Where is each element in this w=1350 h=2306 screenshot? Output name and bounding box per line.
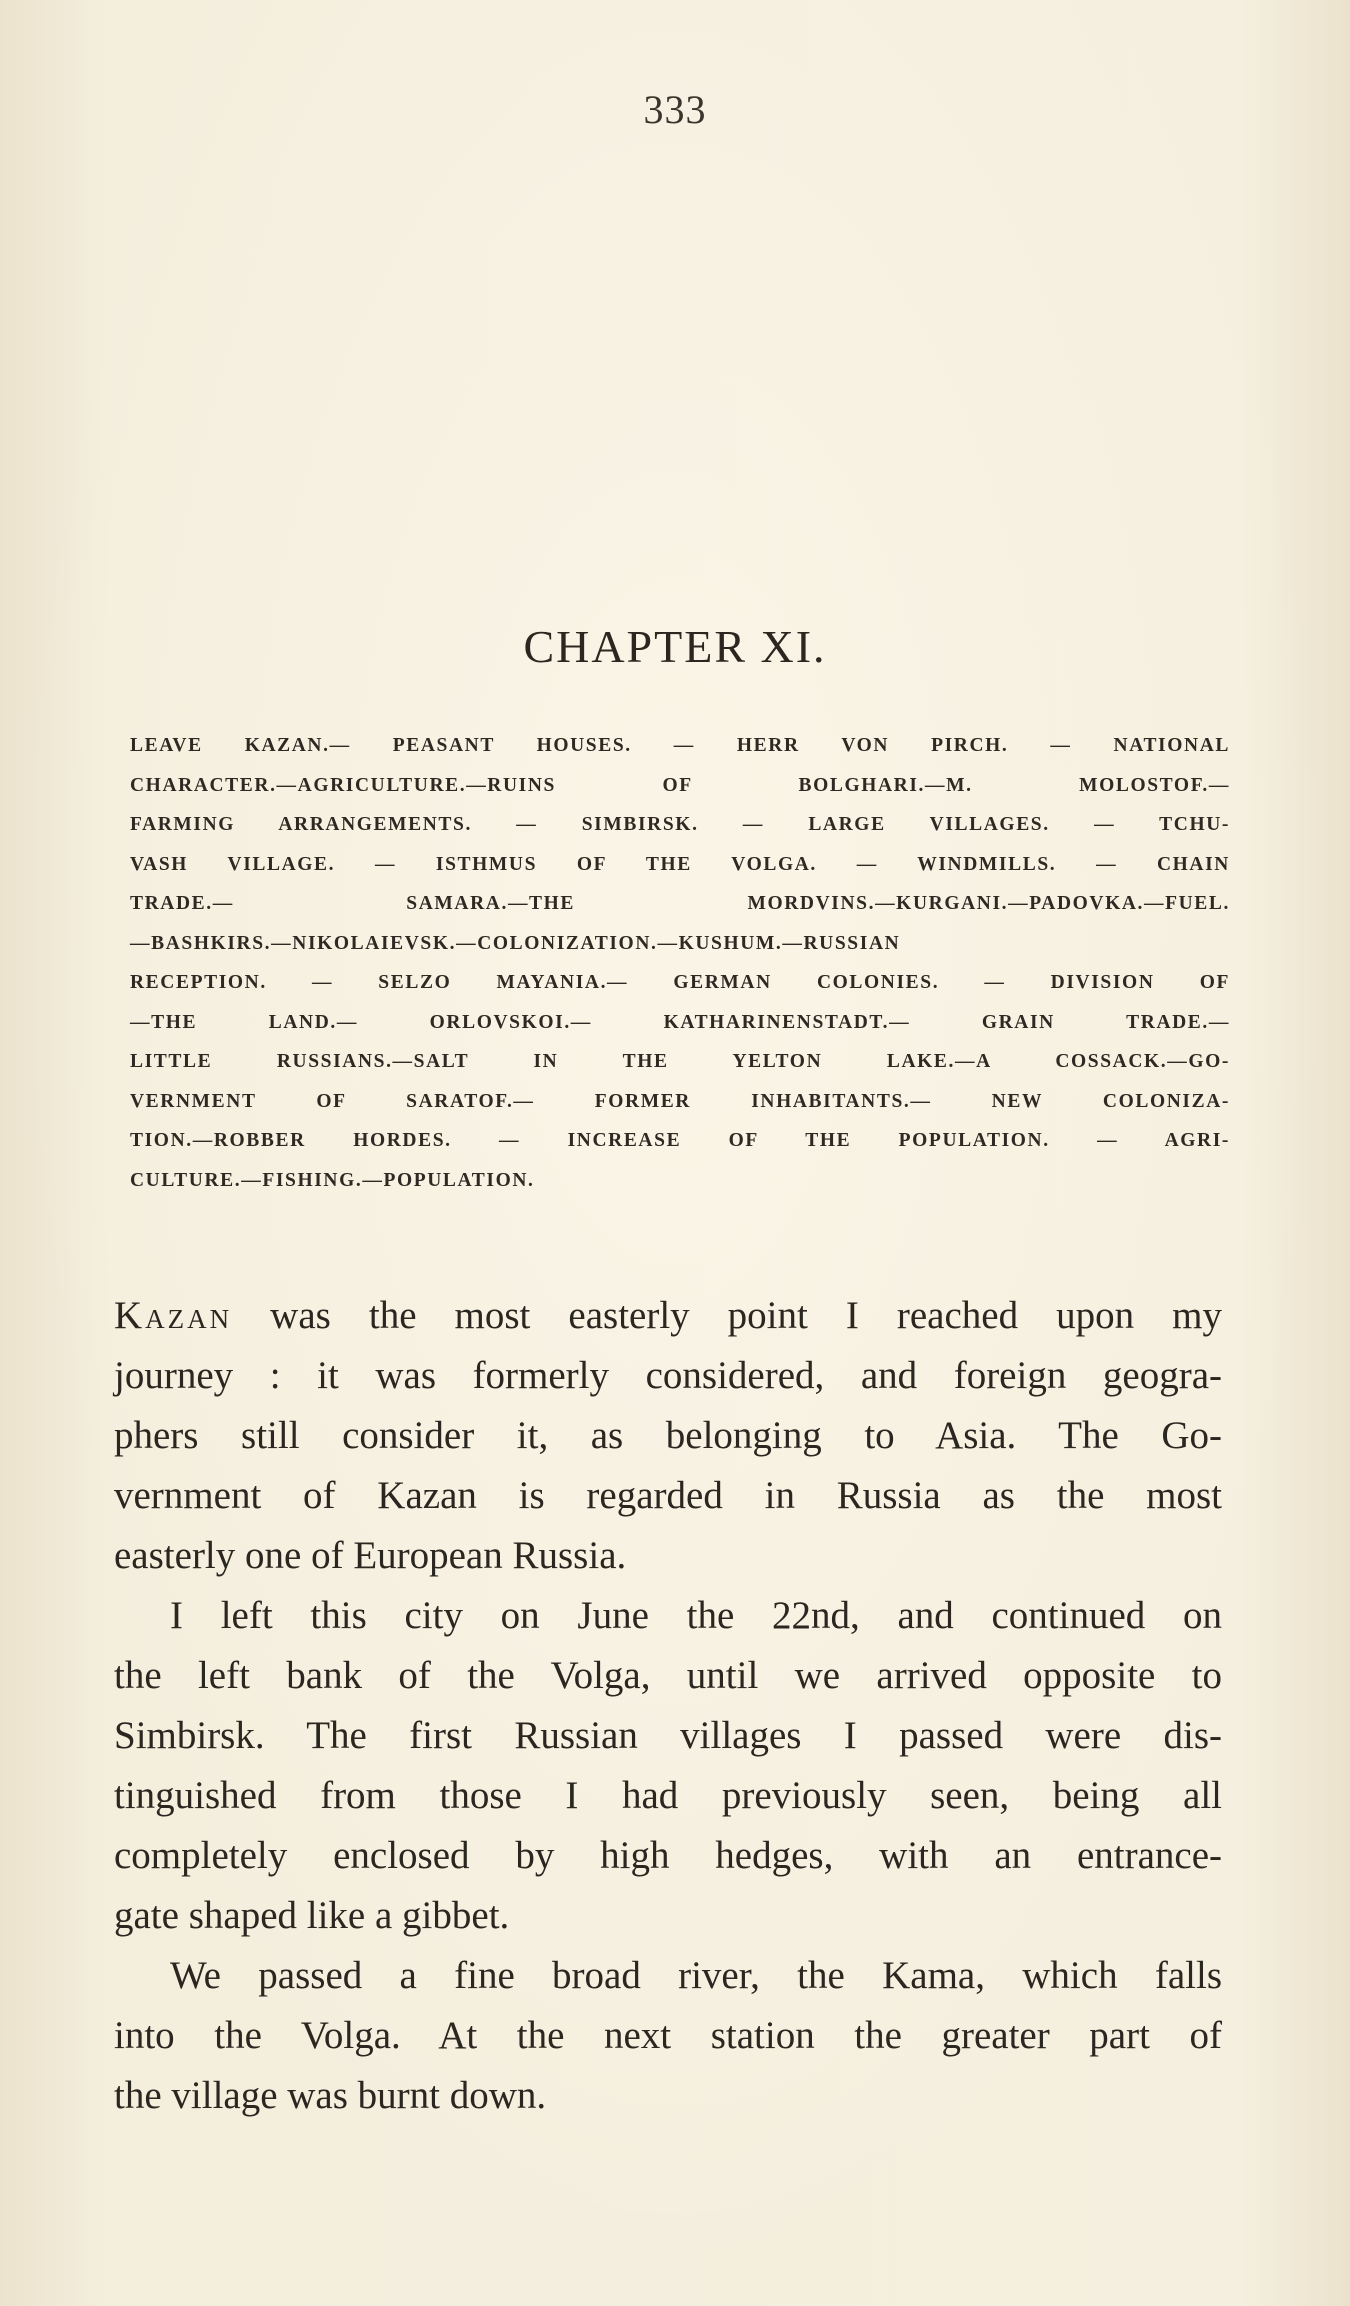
paragraph-1-line: easterly one of European Russia. xyxy=(114,1534,627,1577)
paragraph-3-line: We passed a fine broad river, the Kama, which falls xyxy=(170,1954,1222,1997)
synopsis-line: TION.—ROBBER HORDES. — INCREASE OF THE POPULATION. — AGRI- xyxy=(130,1130,1230,1151)
paragraph-1-line: vernment of Kazan is regarded in Russia as the most xyxy=(114,1474,1222,1517)
paragraph-1-line: phers still consider it, as belonging to Asia. The Go- xyxy=(114,1414,1222,1457)
paragraph-2-line: gate shaped like a gibbet. xyxy=(114,1894,510,1937)
chapter-synopsis xyxy=(130,726,1230,1200)
synopsis-line: CHARACTER.—AGRICULTURE.—RUINS OF BOLGHARI.—M. MOLOSTOF.— xyxy=(130,774,1230,796)
synopsis-line: TRADE.— SAMARA.—THE MORDVINS.—KURGANI.—PADOVKA.—FUEL. xyxy=(130,893,1230,914)
synopsis-line: —THE LAND.— ORLOVSKOI.— KATHARINENSTADT.— GRAIN TRADE.— xyxy=(130,1011,1230,1033)
paragraph-1-line xyxy=(114,1286,1222,1346)
synopsis-line: FARMING ARRANGEMENTS. — SIMBIRSK. — LARGE VILLAGES. — TCHU- xyxy=(130,814,1230,835)
paragraph-2-line: the left bank of the Volga, until we arrived opposite to xyxy=(114,1654,1222,1697)
page-number: 333 xyxy=(643,87,707,132)
synopsis-line: LEAVE KAZAN.— PEASANT HOUSES. — HERR VON PIRCH. — NATIONAL xyxy=(130,735,1230,756)
body-text xyxy=(114,1286,1222,2126)
paragraph-2-line: completely enclosed by high hedges, with an entrance- xyxy=(114,1834,1222,1877)
synopsis-line: VASH VILLAGE. — ISTHMUS OF THE VOLGA. — WINDMILLS. — CHAIN xyxy=(130,853,1230,875)
paragraph-2-line: tinguished from those I had previously seen, being all xyxy=(114,1774,1222,1817)
paragraph-3-line: into the Volga. At the next station the greater part of xyxy=(114,2014,1222,2057)
paragraph-2-line: I left this city on June the 22nd, and continued on xyxy=(170,1594,1222,1637)
synopsis-line: CULTURE.—FISHING.—POPULATION. xyxy=(130,1169,535,1191)
opening-word: Kazan xyxy=(114,1294,233,1337)
synopsis-line: RECEPTION. — SELZO MAYANIA.— GERMAN COLONIES. — DIVISION OF xyxy=(130,972,1230,993)
paragraph-1-line: journey : it was formerly considered, and foreign geogra- xyxy=(114,1354,1222,1397)
paragraph-2-line: Simbirsk. The first Russian villages I passed were dis- xyxy=(114,1714,1222,1757)
bleed-through-texture xyxy=(110,140,1240,560)
synopsis-line: VERNMENT OF SARATOF.— FORMER INHABITANTS.— NEW COLONIZA- xyxy=(130,1090,1230,1112)
paragraph-3-line: the village was burnt down. xyxy=(114,2074,547,2117)
synopsis-line: —BASHKIRS.—NIKOLAIEVSK.—COLONIZATION.—KUSHUM.—RUSSIAN xyxy=(130,932,901,954)
chapter-title: CHAPTER XI. xyxy=(523,621,827,672)
paragraph-1-first-line: was the most easterly point I reached upon my xyxy=(232,1294,1222,1337)
synopsis-line: LITTLE RUSSIANS.—SALT IN THE YELTON LAKE.—A COSSACK.—GO- xyxy=(130,1051,1230,1072)
